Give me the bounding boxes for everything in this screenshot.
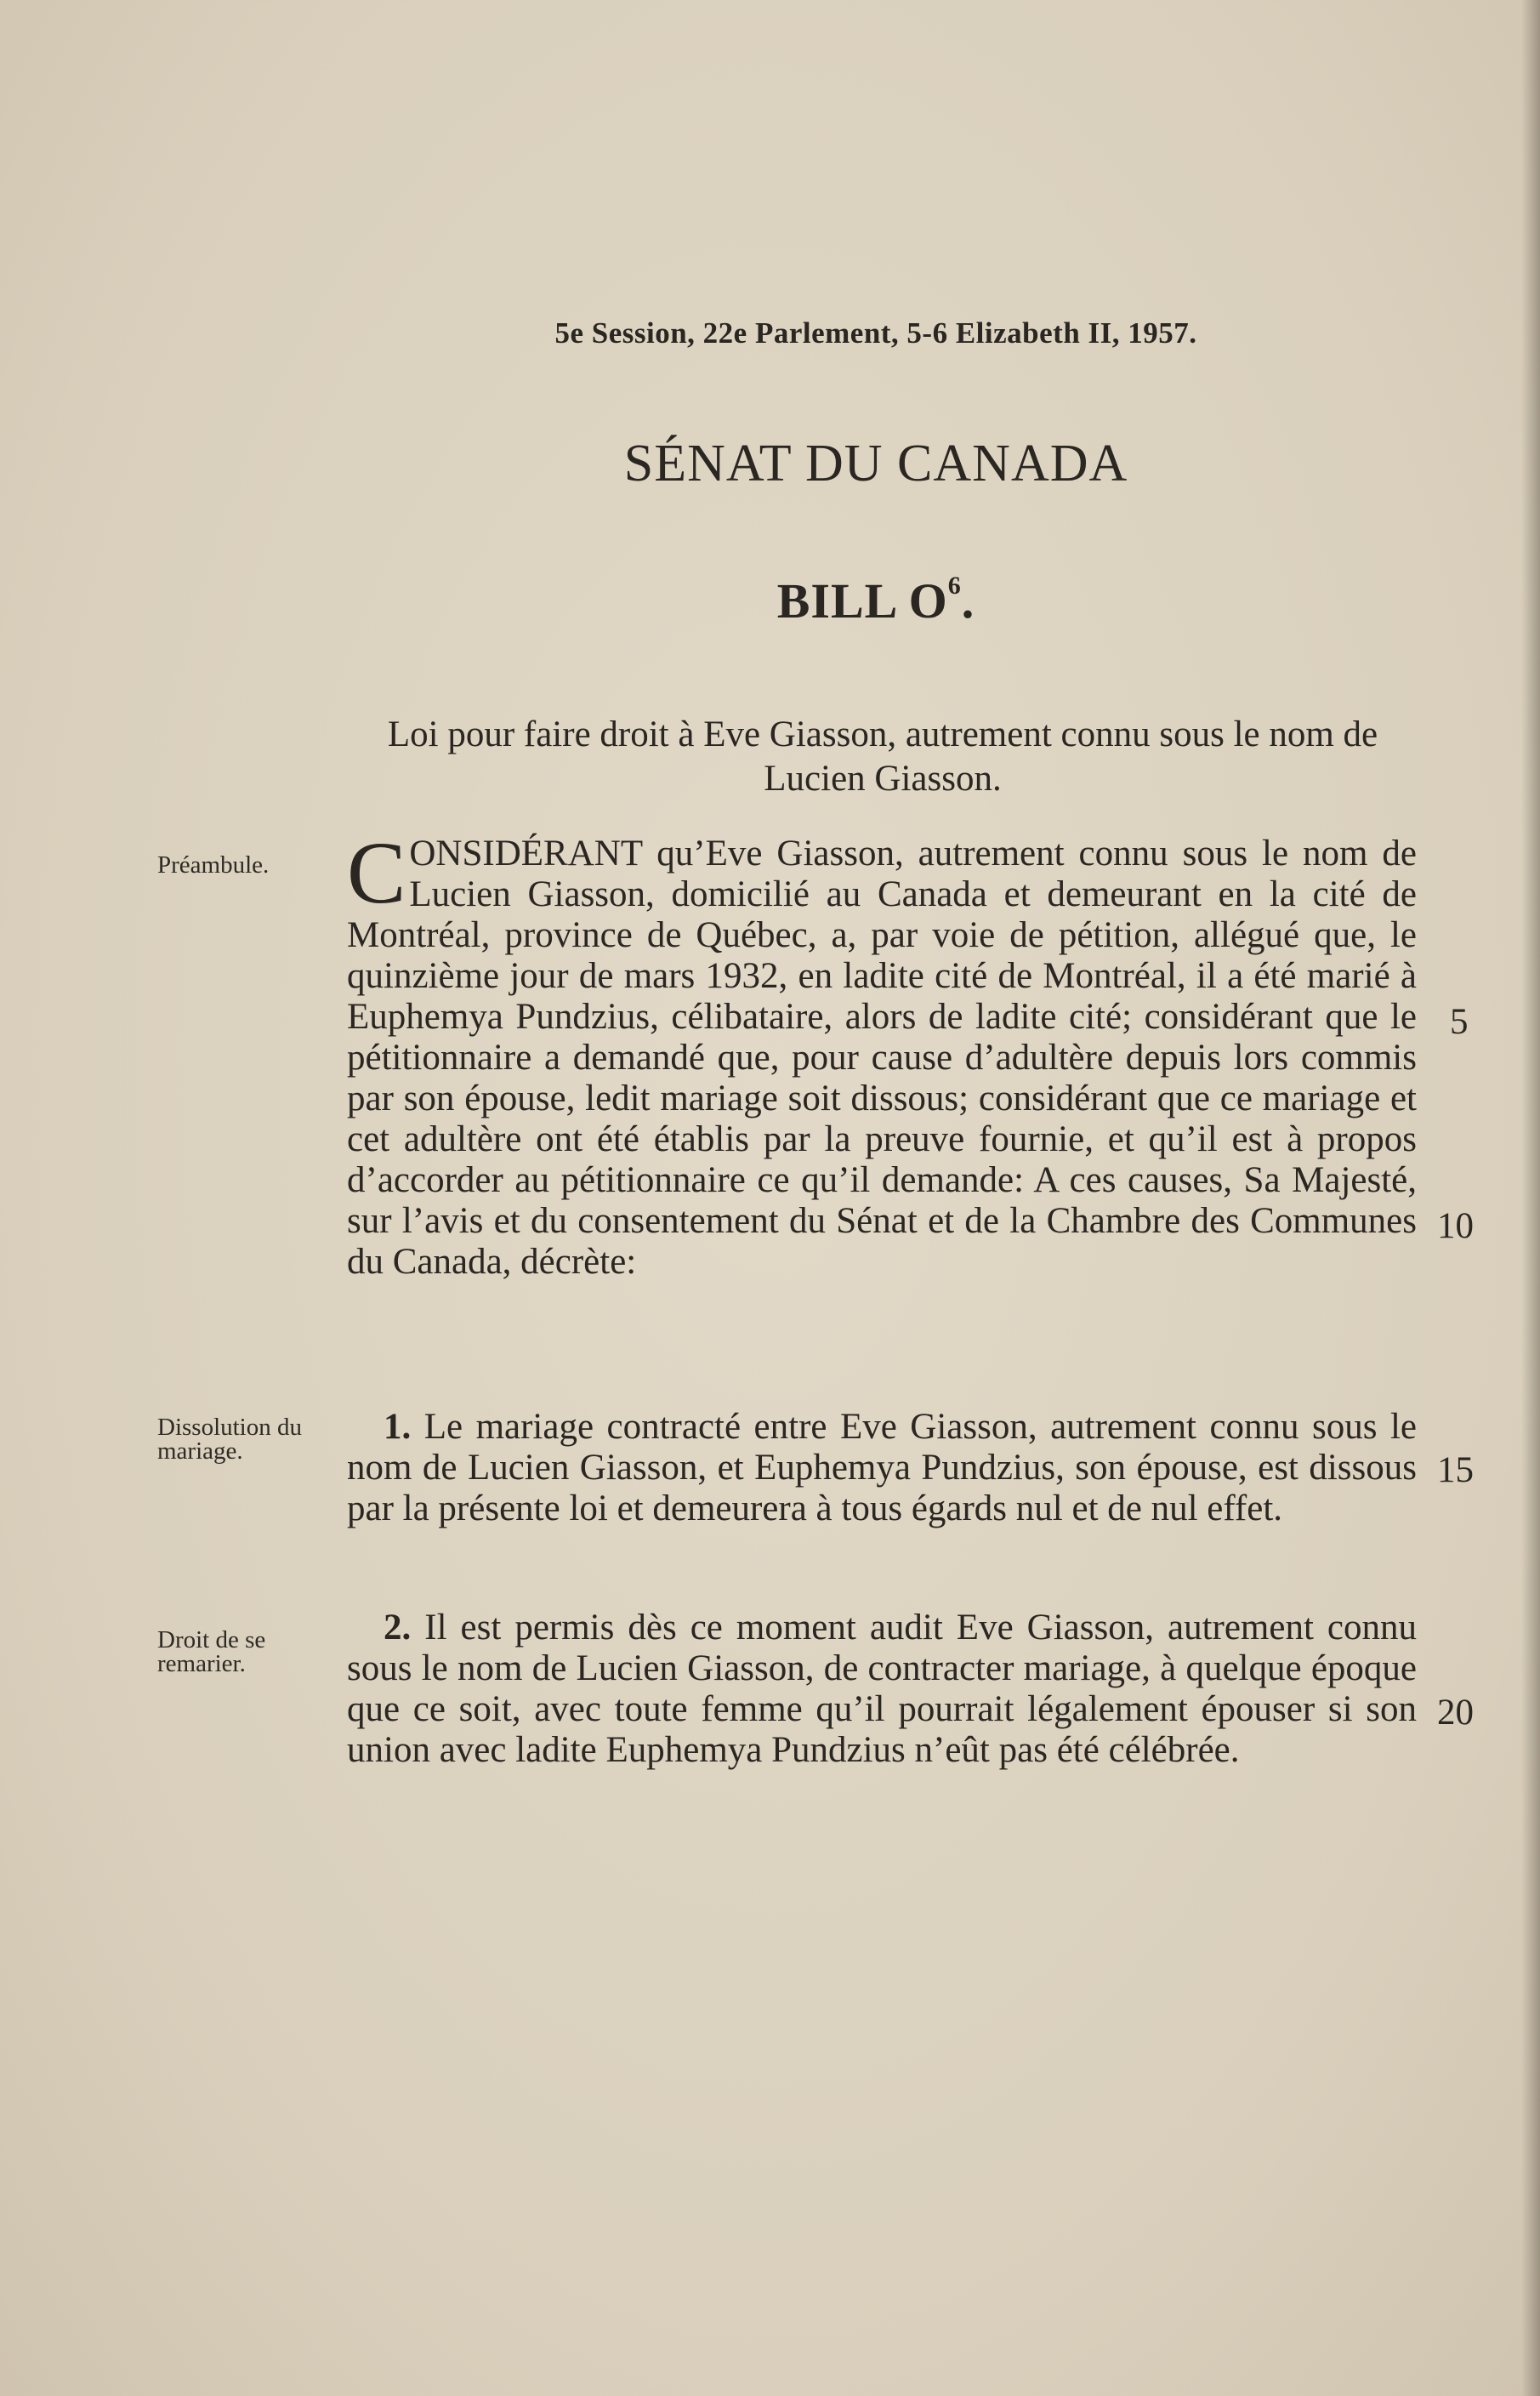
preamble-paragraph: [347, 824, 1417, 1283]
page-edge-shadow: [1521, 0, 1540, 2396]
line-number-15: 15: [1437, 1450, 1474, 1490]
chamber-title: SÉNAT DU CANADA: [623, 435, 1128, 492]
section-1-text: Le mariage contracté entre Eve Giasson, autrement connu sous le nom de Lucien Giasson, et Euphemya Pundzius, son épouse, est dissous par la présente loi et demeurera à tous égards nul et de nul effet.: [347, 1407, 1418, 1528]
bill-title: [0, 572, 1540, 629]
marginal-note-preamble: Préambule.: [157, 851, 270, 879]
line-number-5: 5: [1450, 1002, 1469, 1042]
preamble-text: ONSIDÉRANT qu’Eve Giasson, autrement connu sous le nom de Lucien Giasson, domicilié au Canada et demeurant en la cité de Montréal, province de Québec, a, par voie de pétition, allégué que, le quinzième jour de mars 1932, en ladite cité de Montréal, il a été marié à Euphemya Pundzius, célibataire, alors de ladite cité; considérant que le pétitionnaire a demandé que, pour cause d’adultère depuis lors commis par son épouse, ledit mariage soit dissous; considérant que ce mariage et cet adultère ont été établis par la preuve fournie, et qu’il est à propos d’accorder au pétitionnaire ce qu’il demande: A ces causes, Sa Majesté, sur l’avis et du consentement du Sénat et de la Chambre des Communes du Canada, décrète:: [347, 834, 1417, 1282]
line-number-20: 20: [1437, 1693, 1474, 1733]
marginal-note-dissolution: Dissolution du mariage.: [157, 1414, 302, 1465]
drop-cap: C: [347, 824, 406, 922]
line-number-10: 10: [1437, 1206, 1474, 1246]
bill-label: BILL O: [776, 573, 948, 629]
section-2-text: Il est permis dès ce moment audit Eve Giasson, autrement connu sous le nom de Lucien Giasson, de contracter mariage, à quelque époque que ce soit, avec toute femme qu’il pourrait légalement épouser si son union avec ladite Euphemya Pundzius n’eût pas été célébrée.: [347, 1608, 1417, 1770]
marginal-note-remarriage: Droit de se remarier.: [157, 1626, 266, 1677]
session-line: 5e Session, 22e Parlement, 5-6 Elizabeth II, 1957.: [554, 316, 1197, 350]
bill-period: .: [961, 573, 975, 629]
section-2-number: 2.: [384, 1608, 412, 1648]
bill-superscript: 6: [947, 572, 962, 600]
section-1-number: 1.: [384, 1407, 412, 1447]
section-2: [347, 1608, 1417, 1771]
section-1: [347, 1407, 1417, 1529]
long-title: Loi pour faire droit à Eve Giasson, autrement connu sous le nom de Lucien Giasson.: [387, 714, 1378, 799]
